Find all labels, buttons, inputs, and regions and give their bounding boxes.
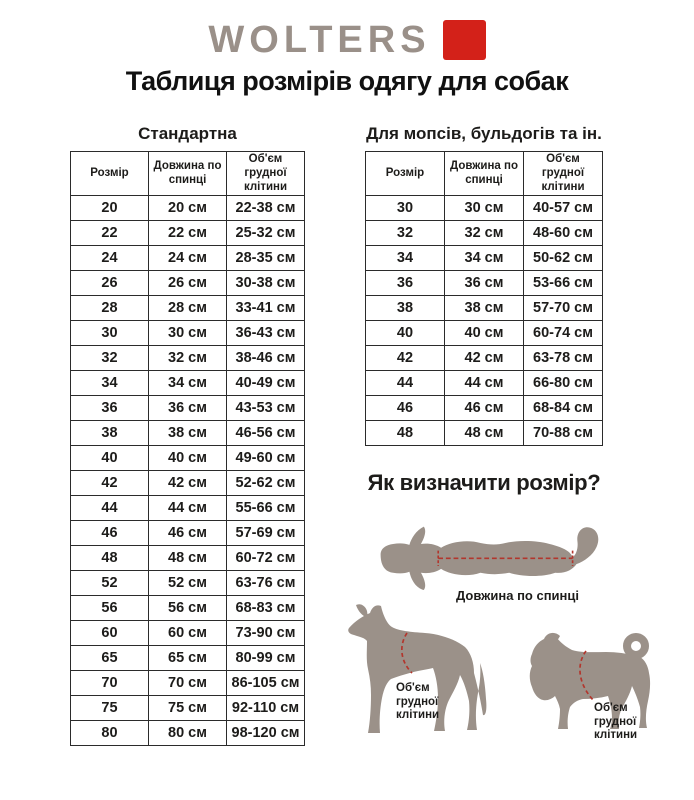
table-cell: 75 см [149,696,227,721]
table-cell: 43-53 см [227,396,305,421]
table-cell: 40 см [149,446,227,471]
table-cell: 46-56 см [227,421,305,446]
pugs-table-section [365,124,603,496]
table-cell: 57-70 см [524,296,603,321]
table-cell: 48 [366,421,445,446]
table-cell: 60-74 см [524,321,603,346]
table-cell: 30 см [149,321,227,346]
column-header: Довжина по спинці [445,152,524,196]
table-cell: 20 [71,196,149,221]
table-cell: 42 см [445,346,524,371]
table-row [71,546,305,571]
table-cell: 92-110 см [227,696,305,721]
table-row [71,696,305,721]
table-cell: 66-80 см [524,371,603,396]
table-cell: 22 [71,221,149,246]
standard-size-table [70,151,305,746]
column-header: Об'єм грудної клітини [524,152,603,196]
header-row [71,152,305,196]
table-cell: 38 см [149,421,227,446]
column-header: Розмір [71,152,149,196]
table-row [71,196,305,221]
table-cell: 42 [366,346,445,371]
table-cell: 49-60 см [227,446,305,471]
table-cell: 63-78 см [524,346,603,371]
table-cell: 63-76 см [227,571,305,596]
table-cell: 22 см [149,221,227,246]
table-row [366,271,603,296]
table-row [71,596,305,621]
table-cell: 42 [71,471,149,496]
table-cell: 80-99 см [227,646,305,671]
table-cell: 30 см [445,196,524,221]
table-cell: 53-66 см [524,271,603,296]
table-row [71,346,305,371]
table-cell: 48 см [445,421,524,446]
page-title: Таблиця розмірів одягу для собак [125,66,569,96]
table-cell: 68-84 см [524,396,603,421]
table-cell: 65 [71,646,149,671]
table-cell: 56 [71,596,149,621]
table-row [71,621,305,646]
pugs-table-title: Для мопсів, бульдогів та ін. [366,124,602,143]
table-cell: 25-32 см [227,221,305,246]
pug-curled-tail [627,637,645,655]
table-cell: 44 см [149,496,227,521]
table-cell: 70-88 см [524,421,603,446]
table-cell: 86-105 см [227,671,305,696]
table-cell: 38-46 см [227,346,305,371]
table-cell: 52-62 см [227,471,305,496]
header-row [366,152,603,196]
table-row [71,646,305,671]
table-row [366,296,603,321]
table-cell: 42 см [149,471,227,496]
table-cell: 34 см [149,371,227,396]
standard-table-section [70,124,305,746]
table-cell: 28-35 см [227,246,305,271]
standard-table-title: Стандартна [138,124,237,143]
table-cell: 44 [71,496,149,521]
table-cell: 60-72 см [227,546,305,571]
table-cell: 30 [366,196,445,221]
table-cell: 48-60 см [524,221,603,246]
pugs-size-table [365,151,603,446]
table-cell: 55-66 см [227,496,305,521]
table-cell: 38 [71,421,149,446]
table-cell: 65 см [149,646,227,671]
table-row [71,496,305,521]
table-row [71,296,305,321]
table-cell: 30-38 см [227,271,305,296]
table-row [366,421,603,446]
table-row [366,196,603,221]
table-cell: 56 см [149,596,227,621]
table-cell: 36 [366,271,445,296]
table-cell: 32 [366,221,445,246]
column-header: Об'єм грудної клітини [227,152,305,196]
table-cell: 80 см [149,721,227,746]
table-cell: 46 [71,521,149,546]
table-cell: 73-90 см [227,621,305,646]
table-row [71,271,305,296]
column-header: Довжина по спинці [149,152,227,196]
table-cell: 36 см [149,396,227,421]
table-cell: 80 [71,721,149,746]
table-cell: 26 см [149,271,227,296]
table-cell: 36 [71,396,149,421]
table-cell: 32 см [149,346,227,371]
table-cell: 68-83 см [227,596,305,621]
table-row [71,371,305,396]
table-cell: 34 [71,371,149,396]
table-cell: 40-49 см [227,371,305,396]
table-row [366,221,603,246]
back-length-label: Довжина по спинці [455,588,580,603]
table-cell: 46 см [149,521,227,546]
chest-girth-label-pug: Об'єм грудної клітини [594,702,638,742]
table-cell: 40-57 см [524,196,603,221]
table-cell: 26 [71,271,149,296]
table-cell: 38 см [445,296,524,321]
table-cell: 70 см [149,671,227,696]
table-cell: 48 см [149,546,227,571]
table-row [71,471,305,496]
table-cell: 98-120 см [227,721,305,746]
table-cell: 44 см [445,371,524,396]
table-cell: 46 см [445,396,524,421]
table-row [71,721,305,746]
table-cell: 40 см [445,321,524,346]
table-row [71,321,305,346]
table-cell: 50-62 см [524,246,603,271]
table-cell: 52 [71,571,149,596]
table-cell: 34 см [445,246,524,271]
table-cell: 20 см [149,196,227,221]
column-header: Розмір [366,152,445,196]
brand-logo-text: WOLTERS [208,19,431,61]
table-cell: 33-41 см [227,296,305,321]
table-cell: 46 [366,396,445,421]
dog-top-view-icon [374,519,608,591]
table-row [366,371,603,396]
table-row [71,246,305,271]
table-cell: 40 [366,321,445,346]
table-row [71,446,305,471]
table-cell: 75 [71,696,149,721]
table-cell: 24 [71,246,149,271]
table-row [71,421,305,446]
table-cell: 40 [71,446,149,471]
dog-top-view-illustration [374,519,608,591]
table-row [71,521,305,546]
table-cell: 70 [71,671,149,696]
table-row [71,396,305,421]
table-cell: 44 [366,371,445,396]
table-cell: 30 [71,321,149,346]
table-row [366,346,603,371]
table-cell: 22-38 см [227,196,305,221]
table-cell: 36-43 см [227,321,305,346]
table-row [71,221,305,246]
brand-logo-red-square-icon [443,20,486,60]
table-cell: 24 см [149,246,227,271]
chest-girth-label-large-dog: Об'єм грудної клітини [396,682,440,722]
table-cell: 60 см [149,621,227,646]
table-cell: 28 [71,296,149,321]
table-cell: 28 см [149,296,227,321]
brand-logo [0,20,694,60]
table-row [366,246,603,271]
table-cell: 52 см [149,571,227,596]
measurement-illustrations [330,515,694,765]
table-cell: 48 [71,546,149,571]
table-cell: 36 см [445,271,524,296]
table-cell: 32 см [445,221,524,246]
table-row [366,321,603,346]
table-cell: 32 [71,346,149,371]
table-cell: 57-69 см [227,521,305,546]
table-cell: 38 [366,296,445,321]
table-cell: 60 [71,621,149,646]
how-to-measure-heading: Як визначити розмір? [367,470,601,496]
table-row [71,671,305,696]
table-row [71,571,305,596]
table-cell: 34 [366,246,445,271]
table-row [366,396,603,421]
